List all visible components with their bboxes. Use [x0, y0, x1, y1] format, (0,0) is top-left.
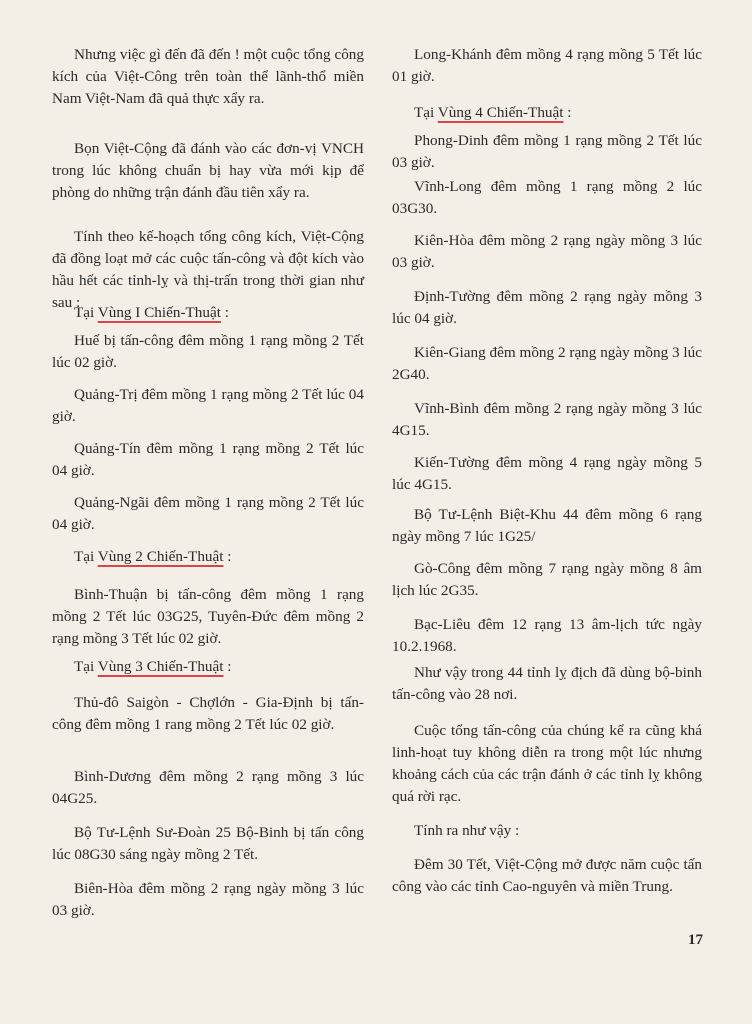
paragraph: Kiến-Tường đêm mồng 4 rạng ngày mồng 5 lúc 4G15.: [392, 454, 702, 493]
paragraph: Đêm 30 Tết, Việt-Cộng mở được năm cuộc tấn công vào các tỉnh Cao-nguyên và miền Trung.: [392, 856, 702, 895]
paragraph: Quảng-Trị đêm mồng 1 rạng mồng 2 Tết lúc 04 giờ.: [52, 386, 364, 425]
paragraph: Kiên-Hòa đêm mồng 2 rạng ngày mồng 3 lúc 03 giờ.: [392, 232, 702, 271]
paragraph: Nhưng việc gì đến đã đến ! một cuộc tổng công kích của Việt-Công trên toàn thể lãnh-thổ miền Nam Việt-Nam đã quả thực xẩy ra.: [52, 46, 364, 107]
paragraph: Vĩnh-Long đêm mồng 1 rạng mồng 2 lúc 03G30.: [392, 178, 702, 217]
paragraph: Long-Khánh đêm mồng 4 rạng mồng 5 Tết lúc 01 giờ.: [392, 46, 702, 85]
paragraph: Huế bị tấn-công đêm mồng 1 rạng mồng 2 Tết lúc 02 giờ.: [52, 332, 364, 371]
paragraph: Bọn Việt-Cộng đã đánh vào các đơn-vị VNCH trong lúc không chuẩn bị hay vừa mới kịp để phòng do những trận đánh đầu tiên xẩy ra.: [52, 140, 364, 201]
paragraph: Bộ Tư-Lệnh Biệt-Khu 44 đêm mồng 6 rạng ngày mồng 7 lúc 1G25/: [392, 506, 702, 545]
paragraph: Bộ Tư-Lệnh Sư-Đoàn 25 Bộ-Binh bị tấn công lúc 08G30 sáng ngày mồng 2 Tết.: [52, 824, 364, 863]
paragraph: Phong-Dinh đêm mồng 1 rạng mồng 2 Tết lúc 03 giờ.: [392, 132, 702, 171]
paragraph: Quảng-Tín đêm mồng 1 rạng mồng 2 Tết lúc 04 giờ.: [52, 440, 364, 479]
paragraph: Kiên-Giang đêm mồng 2 rạng ngày mồng 3 lúc 2G40.: [392, 344, 702, 383]
paragraph: Thủ-đô Saigòn - Chợlớn - Gia-Định bị tấn-công đêm mồng 1 rang mồng 2 Tết lúc 02 giờ.: [52, 694, 364, 733]
paragraph: Tính ra như vậy :: [414, 822, 520, 839]
paragraph: Bạc-Liêu đêm 12 rạng 13 âm-lịch tức ngày 10.2.1968.: [392, 616, 702, 655]
region-heading: Tại Vùng 3 Chiến-Thuật :: [74, 658, 232, 675]
paragraph: Cuộc tổng tấn-công của chúng kể ra cũng khá linh-hoạt tuy không diễn ra trong một lúc nhưng khoảng cách của các trận đánh ở các tỉnh lỵ không quá rời rạc.: [392, 722, 702, 805]
paragraph: Bình-Dương đêm mồng 2 rạng mồng 3 lúc 04G25.: [52, 768, 364, 807]
paragraph: Gò-Công đêm mồng 7 rạng ngày mồng 8 âm lịch lúc 2G35.: [392, 560, 702, 599]
region-heading: Tại Vùng I Chiến-Thuật :: [74, 304, 229, 321]
region-heading: Tại Vùng 2 Chiến-Thuật :: [74, 548, 232, 565]
paragraph: Tính theo kế-hoạch tổng công kích, Việt-Cộng đã đồng loạt mở các cuộc tấn-công và đột kích vào hầu hết các tỉnh-lỵ và thị-trấn trong thời gian như sau :: [52, 228, 364, 311]
region-heading: Tại Vùng 4 Chiến-Thuật :: [414, 104, 572, 121]
page-number: 17: [688, 932, 703, 948]
paragraph: Bình-Thuận bị tấn-công đêm mồng 1 rạng mồng 2 Tết lúc 03G25, Tuyên-Đức đêm mồng 2 rạng mồng 3 Tết lúc 02 giờ.: [52, 586, 364, 647]
paragraph: Biên-Hòa đêm mồng 2 rạng ngày mồng 3 lúc 03 giờ.: [52, 880, 364, 919]
paragraph: Quảng-Ngãi đêm mồng 1 rạng mồng 2 Tết lúc 04 giờ.: [52, 494, 364, 533]
paragraph: Vĩnh-Bình đêm mồng 2 rạng ngày mồng 3 lúc 4G15.: [392, 400, 702, 439]
paragraph: Như vậy trong 44 tỉnh lỵ địch đã dùng bộ-binh tấn-công vào 28 nơi.: [392, 664, 702, 703]
paragraph: Định-Tường đêm mồng 2 rạng ngày mồng 3 lúc 04 giờ.: [392, 288, 702, 327]
